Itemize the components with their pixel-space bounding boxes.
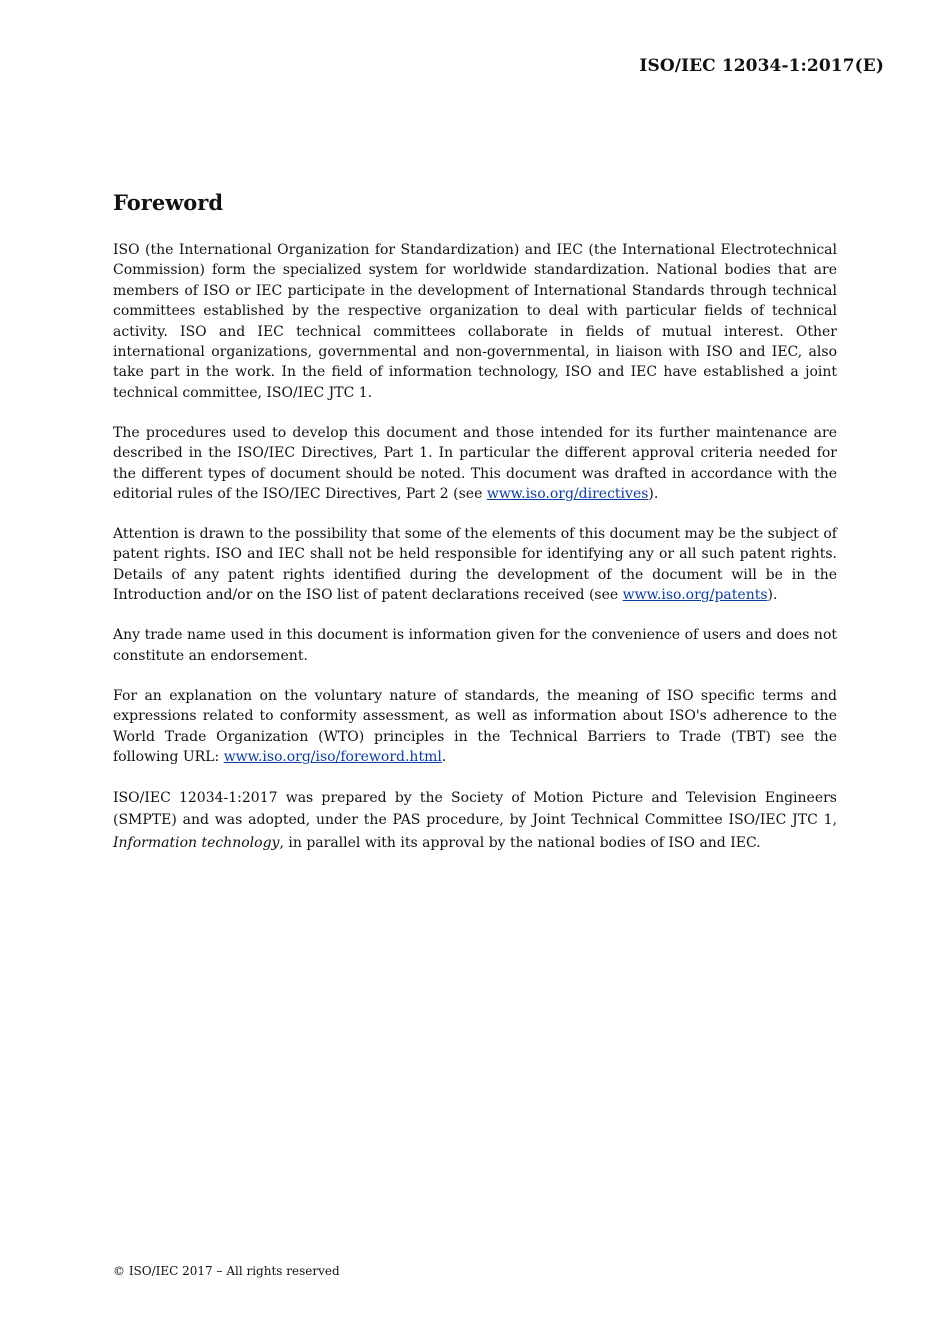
paragraph-trade-name: Any trade name used in this document is information given for the convenience of users and does not constitute an endorsement.: [113, 627, 837, 664]
paragraph-voluntary-nature-end: .: [441, 748, 447, 765]
paragraph-preparation: [113, 787, 837, 855]
paragraph-patents-text: Attention is drawn to the possibility that some of the elements of this document may be the subject of patent rights. ISO and IEC shall not be held responsible for identifying any or all such patent rights. Details of any patent rights identified during the development of the document will be in the Introduction and/or on the ISO list of patent declarations received (see: [113, 526, 837, 604]
paragraph-iso-iec-intro: ISO (the International Organization for Standardization) and IEC (the International Electrotechnical Commission) form the specialized system for worldwide standardization. National bodies that are members of ISO or IEC participate in the development of International Standards through technical committees established by the respective organization to deal with particular fields of technical activity. ISO and IEC technical committees collaborate in fields of mutual interest. Other international organizations, governmental and non-governmental, in liaison with ISO and IEC, also take part in the work. In the field of information technology, ISO and IEC have established a joint technical committee, ISO/IEC JTC 1.: [113, 242, 837, 401]
paragraph-preparation-text: ISO/IEC 12034-1:2017 was prepared by the Society of Motion Picture and Television Engineers (SMPTE) and was adopted, under the PAS procedure, by Joint Technical Committee ISO/IEC JTC 1,: [113, 789, 837, 829]
paragraph-patents: [113, 524, 837, 606]
paragraph-procedures-text: The procedures used to develop this document and those intended for its further maintenance are described in the ISO/IEC Directives, Part 1. In particular the different approval criteria needed for the different types of document should be noted. This document was drafted in accordance with the editorial rules of the ISO/IEC Directives, Part 2 (see: [113, 424, 837, 503]
paragraph-voluntary-nature-text: For an explanation on the voluntary nature of standards, the meaning of ISO specific terms and expressions related to conformity assessment, as well as information about ISO's adherence to the World Trade Organization (WTO) principles in the Technical Barriers to Trade (TBT) see the following URL:: [113, 687, 837, 765]
directives-link[interactable]: www.iso.org/directives: [486, 486, 649, 503]
foreword-link[interactable]: www.iso.org/iso/foreword.html: [223, 748, 442, 765]
paragraph-procedures-end: ).: [648, 486, 659, 503]
paragraph-preparation-end: , in parallel with its approval by the national bodies of ISO and IEC.: [279, 834, 761, 851]
copyright-footer: © ISO/IEC 2017 – All rights reserved: [113, 1264, 340, 1278]
document-id-header: ISO/IEC 12034-1:2017(E): [639, 56, 884, 76]
patents-link[interactable]: www.iso.org/patents: [622, 587, 768, 604]
information-technology-italic: Information technology: [113, 834, 280, 851]
paragraph-voluntary-nature: [113, 686, 837, 768]
paragraph-patents-end: ).: [767, 587, 778, 604]
page-title: Foreword: [113, 190, 224, 215]
foreword-body: [113, 240, 837, 874]
paragraph-procedures: [113, 423, 837, 505]
